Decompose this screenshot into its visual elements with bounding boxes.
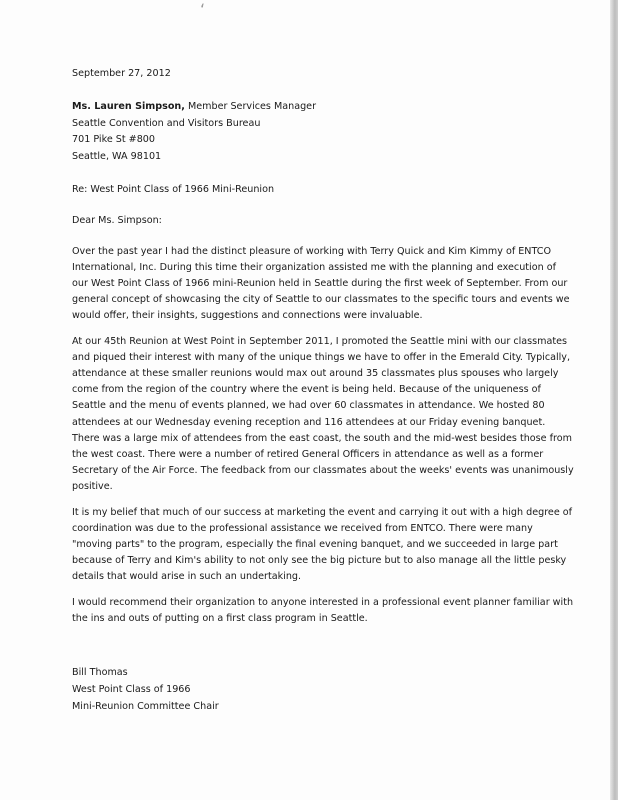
paragraph-line: Seattle and the menu of events planned, we had over 60 classmates in attendance. We hosted 80 [72, 400, 545, 412]
paragraph-line: International, Inc. During this time their organization assisted me with the planning and execution of [72, 261, 556, 273]
paragraph-line: attendees at our Wednesday evening reception and 116 attendees at our Friday evening banquet. [72, 416, 546, 428]
scan-edge [610, 0, 618, 800]
recipient-name: Ms. Lauren Simpson, [72, 100, 185, 112]
paragraph-line: "moving parts" to the program, especially the final evening banquet, and we succeeded in large part [72, 539, 558, 551]
recipient-title: Member Services Manager [184, 100, 317, 112]
paragraph-line: It is my belief that much of our success at marketing the event and carrying it out with a high degree of [72, 506, 573, 518]
paragraph-line: and piqued their interest with many of the unique things we have to offer in the Emerald City. Typically, [72, 351, 571, 363]
paragraph-line: At our 45th Reunion at West Point in September 2011, I promoted the Seattle mini with our classmates [72, 335, 568, 347]
paragraph-line: Secretary of the Air Force. The feedback from our classmates about the weeks' events was unanimously [72, 465, 574, 477]
paragraph-2 [72, 334, 574, 496]
recipient-organization: Seattle Convention and Visitors Bureau [72, 117, 261, 129]
signer-role: Mini-Reunion Committee Chair [72, 700, 219, 712]
scan-mark: ‘ [200, 0, 206, 19]
salutation: Dear Ms. Simpson: [72, 214, 162, 226]
paragraph-line: come from the region of the country where the event is being held. Because of the uniqueness of [72, 384, 541, 396]
recipient-name-line [72, 99, 570, 116]
paragraph-line: details that would arise in such an undertaking. [72, 571, 302, 583]
paragraph-line: I would recommend their organization to anyone interested in a professional event planner familiar with [72, 596, 574, 608]
paragraph-1 [72, 244, 570, 325]
recipient-city: Seattle, WA 98101 [72, 151, 162, 163]
paragraph-line: because of Terry and Kim's ability to not only see the big picture but to also manage all the little pesky [72, 555, 567, 567]
paragraph-4 [72, 595, 574, 627]
paragraph-line: the ins and outs of putting on a first class program in Seattle. [72, 612, 368, 624]
paragraph-line: would offer, their insights, suggestions and connections were invaluable. [72, 310, 423, 322]
signer-affiliation: West Point Class of 1966 [72, 683, 191, 695]
paragraph-3 [72, 505, 573, 586]
paragraph-line: Over the past year I had the distinct pleasure of working with Terry Quick and Kim Kimmy of ENTCO [72, 245, 552, 257]
recipient-block [72, 99, 570, 166]
letter-date: September 27, 2012 [72, 68, 171, 79]
paragraph-line: our West Point Class of 1966 mini-Reunion held in Seattle during the first week of September. From our [72, 277, 568, 289]
recipient-street: 701 Pike St #800 [72, 134, 156, 146]
signer-name: Bill Thomas [72, 667, 128, 679]
subject-line: Re: West Point Class of 1966 Mini-Reunion [72, 183, 275, 195]
paragraph-line: coordination was due to the professional assistance we received from ENTCO. There were many [72, 522, 533, 534]
paragraph-line: There was a large mix of attendees from the east coast, the south and the mid-west besides those from [72, 432, 572, 444]
paragraph-line: the west coast. There were a number of retired General Officers in attendance as well as a former [72, 449, 544, 461]
paragraph-line: general concept of showcasing the city of Seattle to our classmates to the specific tours and events we [72, 294, 570, 306]
signature-block [72, 665, 570, 715]
paragraph-line: positive. [72, 481, 113, 493]
paragraph-line: attendance at these smaller reunions would max out around 35 classmates plus spouses who largely [72, 368, 559, 379]
letter-body [72, 66, 574, 715]
